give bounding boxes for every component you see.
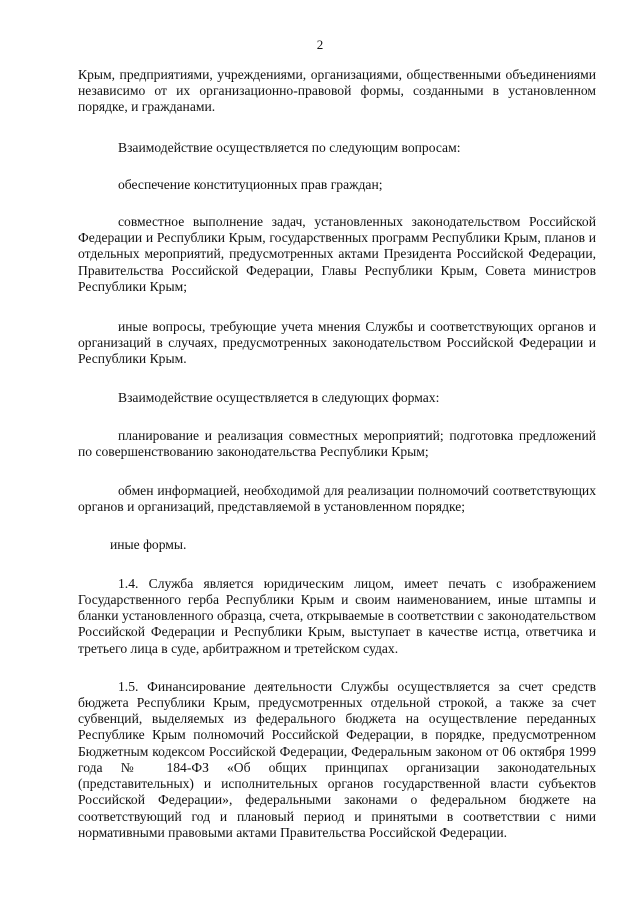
- document-body: [78, 67, 596, 841]
- page-number: 2: [316, 37, 324, 52]
- paragraph-continuation: Крым, предприятиями, учреждениями, организациями, общественными объединениями независимо от их организационно-правовой формы, созданными в установленном порядке, и гражданами.: [78, 67, 596, 115]
- paragraph-planning: планирование и реализация совместных мероприятий; подготовка предложений по совершенствованию законодательства Республики Крым;: [78, 427, 596, 460]
- paragraph-interaction-questions-intro: Взаимодействие осуществляется по следующим вопросам:: [118, 139, 461, 155]
- paragraph-1-4-legal-entity: 1.4. Служба является юридическим лицом, имеет печать с изображением Государственного герба Республики Крым и своим наименованием, иные штампы и бланки установленного образца, счета, открываемые в соответствии с законодательством Российской Федерации и Республики Крым, выступает в качестве истца, ответчика и третьего лица в суде, арбитражном и третейском судах.: [78, 575, 596, 656]
- paragraph-1-5-financing: 1.5. Финансирование деятельности Службы осуществляется за счет средств бюджета Республики Крым, предусмотренных отдельной строкой, а также за счет субвенций, выделяемых из федерального бюджета на осуществление переданных Республике Крым полномочий Российской Федерации, в порядке, предусмотренном Бюджетным кодексом Российской Федерации, Федеральным законом от 06 октября 1999 года № 184-ФЗ «Об общих принципах организации законодательных (представительных) и исполнительных органов государственной власти субъектов Российской Федерации», федеральными законами о федеральном бюджете на соответствующий год и плановый период и принятыми в соответствии с ними нормативными правовыми актами Правительства Российской Федерации.: [78, 678, 596, 840]
- paragraph-interaction-forms-intro: Взаимодействие осуществляется в следующих формах:: [118, 389, 440, 405]
- paragraph-joint-tasks: совместное выполнение задач, установленных законодательством Российской Федерации и Республики Крым, государственных программ Республики Крым, планов и отдельных мероприятий, предусмотренных актами Президента Российской Федерации, Правительства Российской Федерации, Главы Республики Крым, Совета министров Республики Крым;: [78, 214, 596, 294]
- paragraph-information-exchange: обмен информацией, необходимой для реализации полномочий соответствующих органов и организаций, представляемой в установленном порядке;: [78, 483, 596, 515]
- paragraph-other-forms: иные формы.: [110, 536, 187, 552]
- paragraph-constitutional-rights: обеспечение конституционных прав граждан;: [118, 176, 383, 192]
- paragraph-other-questions: иные вопросы, требующие учета мнения Службы и соответствующих органов и организаций в случаях, предусмотренных законодательством Российской Федерации и Республики Крым.: [78, 319, 596, 367]
